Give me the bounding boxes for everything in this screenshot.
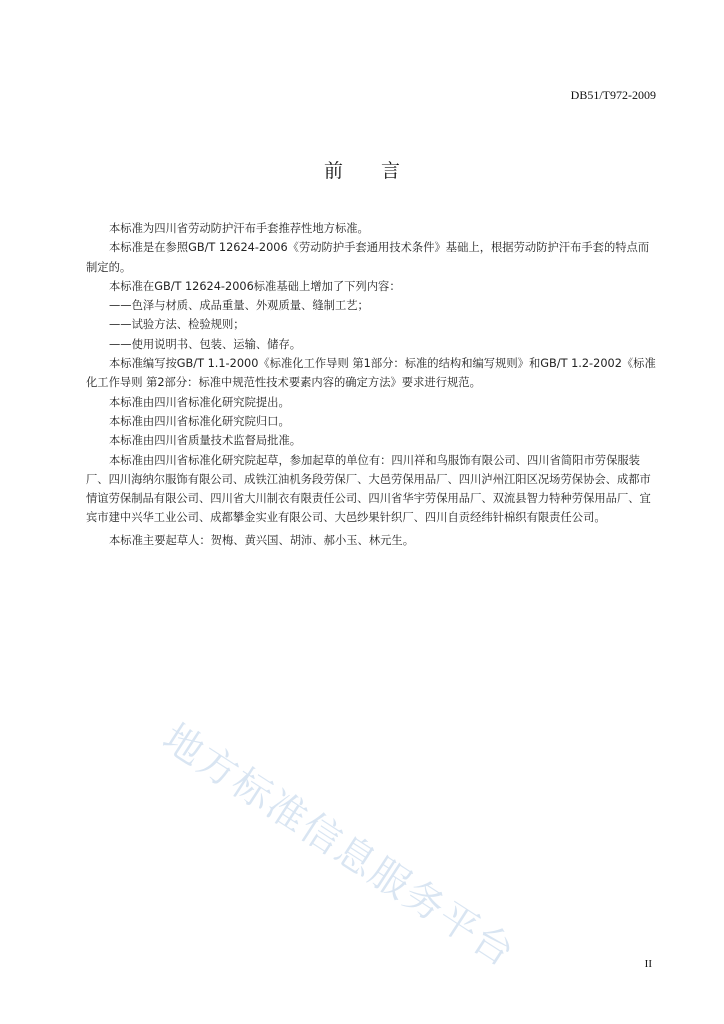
document-code: DB51/T972-2009 bbox=[570, 88, 656, 102]
paragraph: 本标准为四川省劳动防护汗布手套推荐性地方标准。 bbox=[109, 222, 369, 235]
list-item: ——色泽与材质、成品重量、外观质量、缝制工艺； bbox=[109, 299, 369, 313]
list-item: ——试验方法、检验规则； bbox=[109, 318, 245, 332]
paragraph: 本标准由四川省标准化研究院提出。 bbox=[109, 395, 290, 409]
paragraph: 本标准由四川省标准化研究院起草，参加起草的单位有：四川祥和鸟服饰有限公司、四川省简阳市劳保服装厂、四川海纳尔服饰有限公司、成铁江油机务段劳保厂、大邑劳保用品厂、四川泸州江阳区况场劳保协会、成都市情谊劳保制品有限公司、四川省大川制衣有限责任公司、四川省华宇劳保用品厂、双流县智力特种劳保用品厂、宜宾市建中兴华工业公司、成都攀金实业有限公司、大邑纱果针织厂、四川自贡经纬针棉织有限责任公司。 bbox=[86, 453, 651, 525]
page-number: II bbox=[644, 958, 652, 970]
paragraph: 本标准在GB/T 12624-2006标准基础上增加了下列内容： bbox=[109, 279, 401, 293]
paragraph: 本标准由四川省质量技术监督局批准。 bbox=[109, 434, 302, 448]
paragraph: 本标准由四川省标准化研究院归口。 bbox=[109, 414, 290, 428]
foreword-body bbox=[86, 219, 660, 550]
paragraph: 本标准是在参照GB/T 12624-2006《劳动防护手套通用技术条件》基础上，根据劳动防护汗布手套的特点而制定的。 bbox=[86, 241, 650, 274]
list-item: ——使用说明书、包装、运输、储存。 bbox=[109, 337, 302, 351]
page-title bbox=[0, 156, 724, 183]
title-char-2: 言 bbox=[381, 160, 401, 182]
watermark: 地方标准信息服务平台 bbox=[154, 715, 523, 977]
paragraph: 本标准编写按GB/T 1.1-2000《标准化工作导则 第1部分：标准的结构和编写规则》和GB/T 1.2-2002《标准化工作导则 第2部分：标准中规范性技术要素内容的确定方法》要求进行规范。 bbox=[86, 357, 656, 390]
title-char-1: 前 bbox=[323, 160, 343, 182]
drafters-paragraph: 本标准主要起草人：贺梅、黄兴国、胡沛、郝小玉、林元生。 bbox=[109, 533, 415, 547]
